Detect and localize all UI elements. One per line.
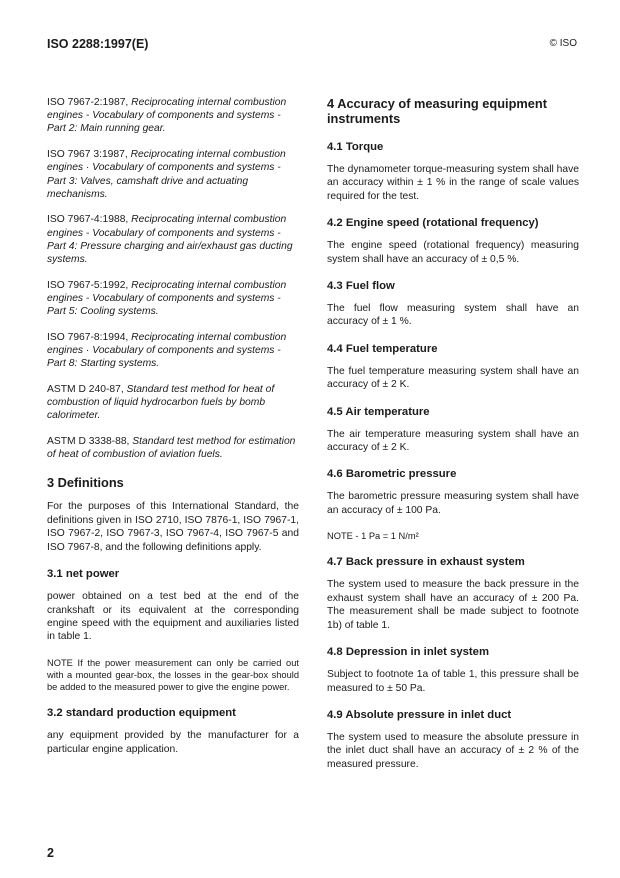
section-heading-accuracy: 4 Accuracy of measuring equipment instruments <box>327 96 547 126</box>
reference-astm-d240 <box>47 383 299 423</box>
net-power-definition: power obtained on a test bed at the end of the crankshaft or its equivalent at the corresponding engine speed with the equipment and auxiliaries listed in table 1. <box>47 591 299 643</box>
back-pressure-text: The system used to measure the back pressure in the exhaust system shall have an accuracy of ± 200 Pa. The measurement shall be made subject to footnote 1b) of table 1. <box>327 579 579 631</box>
fuel-temperature-text: The fuel temperature measuring system shall have an accuracy of ± 2 K. <box>327 365 579 391</box>
reference-astm-d3338 <box>47 435 299 461</box>
reference-iso-7967-8 <box>47 331 299 371</box>
reference-code: ISO 7967 3:1987, <box>47 149 131 161</box>
section-heading-torque: 4.1 Torque <box>327 141 384 153</box>
reference-code: ISO 7967-5:1992, <box>47 279 132 291</box>
reference-code: ASTM D 240-87, <box>47 383 127 395</box>
copyright-mark: © ISO <box>549 38 577 49</box>
section-heading-inlet-depression: 4.8 Depression in inlet system <box>327 646 489 659</box>
section-heading-absolute-pressure: 4.9 Absolute pressure in inlet duct <box>327 708 512 721</box>
reference-title: Standard test method for heat of combustion of liquid hydrocarbon fuels by bomb calorimeter. <box>47 383 275 422</box>
reference-code: ISO 7967-2:1987, <box>47 97 132 108</box>
barometric-pressure-text: The barometric pressure measuring system shall have an accuracy of ± 100 Pa. <box>327 491 579 516</box>
reference-iso-7967-5 <box>47 279 299 319</box>
reference-title: Reciprocating internal combustion engines · Vocabulary of components and systems - Part 8: Starting systems. <box>47 331 287 370</box>
reference-iso-7967-4 <box>47 213 299 266</box>
reference-title: Reciprocating internal combustion engines - Vocabulary of components and systems - Part 4: Pressure charging and air/exhaust gas ducting systems. <box>47 214 293 266</box>
section-heading-engine-speed: 4.2 Engine speed (rotational frequency) <box>327 217 539 230</box>
section-heading-fuel-flow: 4.3 Fuel flow <box>327 280 395 293</box>
section-heading-fuel-temperature: 4.4 Fuel temperature <box>327 342 438 355</box>
reference-title: Reciprocating internal combustion engines · Vocabulary of components and systems - Part 3: Valves, camshaft drive and actuating mechanisms. <box>47 149 286 200</box>
air-temperature-text: The air temperature measuring system shall have an accuracy of ± 2 K. <box>327 428 579 454</box>
section-heading-definitions: 3 Definitions <box>47 475 124 491</box>
definitions-intro: For the purposes of this International Standard, the definitions given in ISO 2710, ISO 7876-1, ISO 7967-1, ISO 7967-2, ISO 7967-3, ISO 7967-4, ISO 7967-5 and ISO 7967-8, and the following definitions apply. <box>47 501 299 553</box>
fuel-flow-text: The fuel flow measuring system shall have an accuracy of ± 1 %. <box>327 303 579 328</box>
reference-title: Standard test method for estimation of heat of combustion of aviation fuels. <box>47 436 296 461</box>
section-heading-back-pressure: 4.7 Back pressure in exhaust system <box>327 556 525 569</box>
reference-code: ISO 7967-4:1988, <box>47 214 132 226</box>
torque-text: The dynamometer torque-measuring system shall have an accuracy within ± 1 % in the range of scale values required for the test. <box>327 164 579 202</box>
document-id: ISO 2288:1997(E) <box>47 37 149 51</box>
section-heading-standard-production-equipment: 3.2 standard production equipment <box>47 707 236 720</box>
reference-iso-7967-2 <box>47 96 299 136</box>
reference-iso-7967-3 <box>47 148 299 201</box>
page-number: 2 <box>47 846 54 860</box>
net-power-note: NOTE If the power measurement can only be carried out with a mounted gear-box, the losses in the gear-box should be added to the measured power to give the engine power. <box>47 657 299 693</box>
engine-speed-text: The engine speed (rotational frequency) measuring system shall have an accuracy of ± 0,5 %. <box>327 240 579 265</box>
section-heading-air-temperature: 4.5 Air temperature <box>327 405 430 418</box>
barometric-pressure-note: NOTE - 1 Pa = 1 N/m² <box>327 531 419 542</box>
right-column <box>327 96 579 784</box>
reference-title: Reciprocating internal combustion engines - Vocabulary of components and systems - Part 5: Cooling systems. <box>47 279 287 318</box>
standard-production-equipment-definition: any equipment provided by the manufacturer for a particular engine application. <box>47 730 299 755</box>
section-heading-barometric-pressure: 4.6 Barometric pressure <box>327 468 457 481</box>
reference-title: Reciprocating internal combustion engines - Vocabulary of components and systems - Part 2: Main running gear. <box>47 97 287 135</box>
section-heading-net-power: 3.1 net power <box>47 568 120 581</box>
reference-code: ASTM D 3338-88, <box>47 436 133 448</box>
absolute-pressure-text: The system used to measure the absolute pressure in the inlet duct shall have an accuracy of ± 2 % of the measured pressure. <box>327 731 579 770</box>
left-column <box>47 96 299 769</box>
reference-code: ISO 7967-8:1994, <box>47 331 132 343</box>
inlet-depression-text: Subject to footnote 1a of table 1, this pressure shall be measured to ± 50 Pa. <box>327 669 579 694</box>
